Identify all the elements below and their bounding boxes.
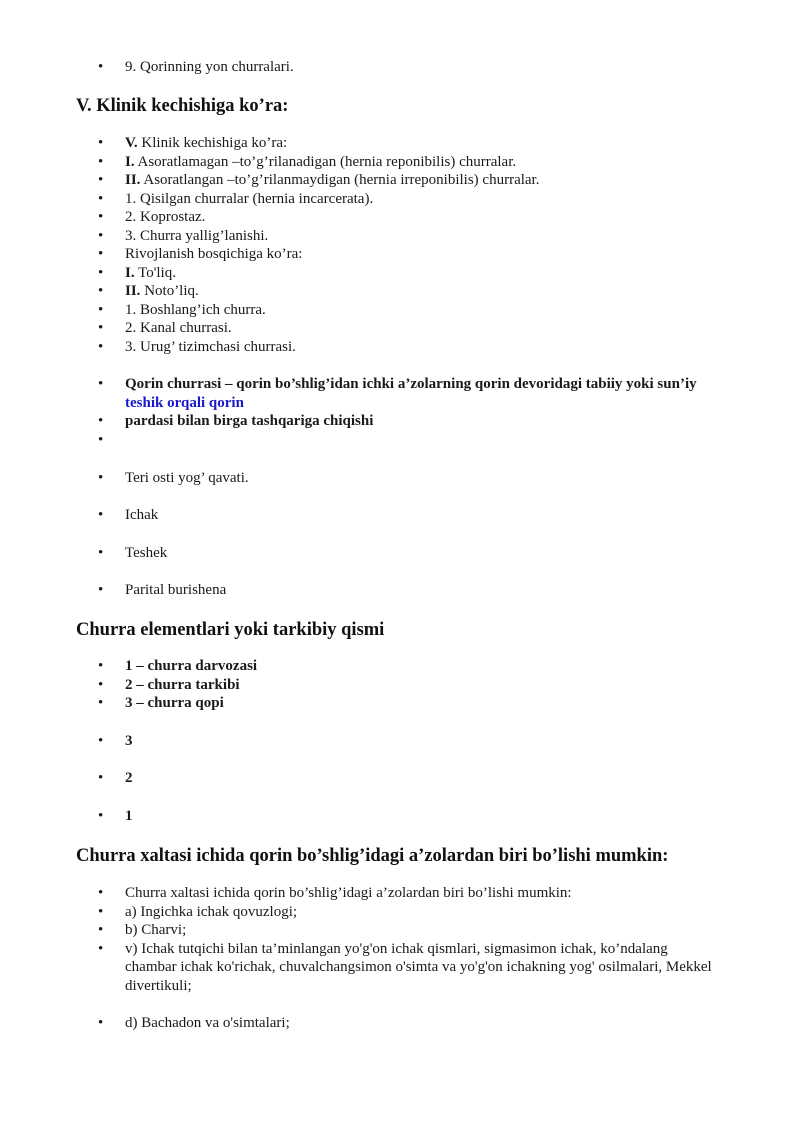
list-item: • V. Klinik kechishiga ko’ra: bbox=[0, 134, 800, 153]
label-item bbox=[0, 544, 800, 563]
list-item: • 3 – churra qopi bbox=[0, 694, 800, 713]
klinik-list-block bbox=[0, 134, 800, 356]
list-item: • 3. Urug’ tizimchasi churrasi. bbox=[0, 338, 800, 357]
list-item: • d) Bachadon va o'simtalari; bbox=[0, 1014, 800, 1033]
list-item-empty bbox=[0, 431, 800, 450]
heading-klinik-block bbox=[0, 95, 800, 117]
list-item: • II. Asoratlangan –to’g’rilanmaydigan (hernia irreponibilis) churralar. bbox=[0, 171, 800, 190]
list-item: • pardasi bilan birga tashqariga chiqishi bbox=[0, 412, 800, 431]
list-item: • 3. Churra yallig’lanishi. bbox=[0, 227, 800, 246]
list-item: • I. To'liq. bbox=[0, 264, 800, 283]
list-item: • 2. Kanal churrasi. bbox=[0, 319, 800, 338]
elements-list-block bbox=[0, 657, 800, 713]
list-item: • 1 bbox=[0, 807, 800, 826]
list-item: • II. Noto’liq. bbox=[0, 282, 800, 301]
number-item bbox=[0, 769, 800, 788]
list-item: • v) Ichak tutqichi bilan ta’minlangan yo'g'on ichak qismlari, sigmasimon ichak, ko’ndalang chambar ichak ko'richak, chuvalchangsimon o'simta va yo'g'on ichakning yog' osilmalari, Mekkel divertikuli; bbox=[0, 940, 800, 996]
list-item: • 1 – churra darvozasi bbox=[0, 657, 800, 676]
list-item: • 3 bbox=[0, 732, 800, 751]
number-item bbox=[0, 807, 800, 826]
last-item-block bbox=[0, 1014, 800, 1033]
link-text[interactable]: teshik orqali qorin bbox=[125, 394, 244, 411]
list-item: • b) Charvi; bbox=[0, 921, 800, 940]
list-item: • Qorin churrasi – qorin bo’shlig’idan ichki a’zolarning qorin devoridagi tabiiy yoki sun’iy teshik orqali qorin bbox=[0, 375, 800, 412]
list-item: • 1. Qisilgan churralar (hernia incarcerata). bbox=[0, 190, 800, 209]
list-item: • Rivojlanish bosqichiga ko’ra: bbox=[0, 245, 800, 264]
list-item: • 9. Qorinning yon churralari. bbox=[0, 58, 800, 77]
list-item: • Ichak bbox=[0, 506, 800, 525]
list-item: • 2 – churra tarkibi bbox=[0, 676, 800, 695]
list-item: • a) Ingichka ichak qovuzlogi; bbox=[0, 903, 800, 922]
list-item: • Teri osti yog’ qavati. bbox=[0, 469, 800, 488]
heading-xalta-block bbox=[0, 845, 800, 867]
label-item bbox=[0, 581, 800, 600]
list-item: • 1. Boshlang’ich churra. bbox=[0, 301, 800, 320]
list-item: • Parital burishena bbox=[0, 581, 800, 600]
label-item bbox=[0, 506, 800, 525]
heading-elements-block bbox=[0, 619, 800, 641]
list-item: • Teshek bbox=[0, 544, 800, 563]
definition-block bbox=[0, 375, 800, 449]
section-heading: Churra elementlari yoki tarkibiy qismi bbox=[76, 620, 385, 640]
list-item: • 2. Koprostaz. bbox=[0, 208, 800, 227]
section-heading: V. Klinik kechishiga ko’ra: bbox=[76, 96, 289, 116]
label-item bbox=[0, 469, 800, 488]
list-item: • Churra xaltasi ichida qorin bo’shlig’idagi a’zolardan biri bo’lishi mumkin: bbox=[0, 884, 800, 903]
xalta-list-block bbox=[0, 884, 800, 995]
section-heading: Churra xaltasi ichida qorin bo’shlig’idagi a’zolardan biri bo’lishi mumkin: bbox=[76, 846, 669, 866]
list-item: • 2 bbox=[0, 769, 800, 788]
number-item bbox=[0, 732, 800, 751]
top-list bbox=[0, 58, 800, 77]
list-item: • I. Asoratlamagan –to’g’rilanadigan (hernia reponibilis) churralar. bbox=[0, 153, 800, 172]
